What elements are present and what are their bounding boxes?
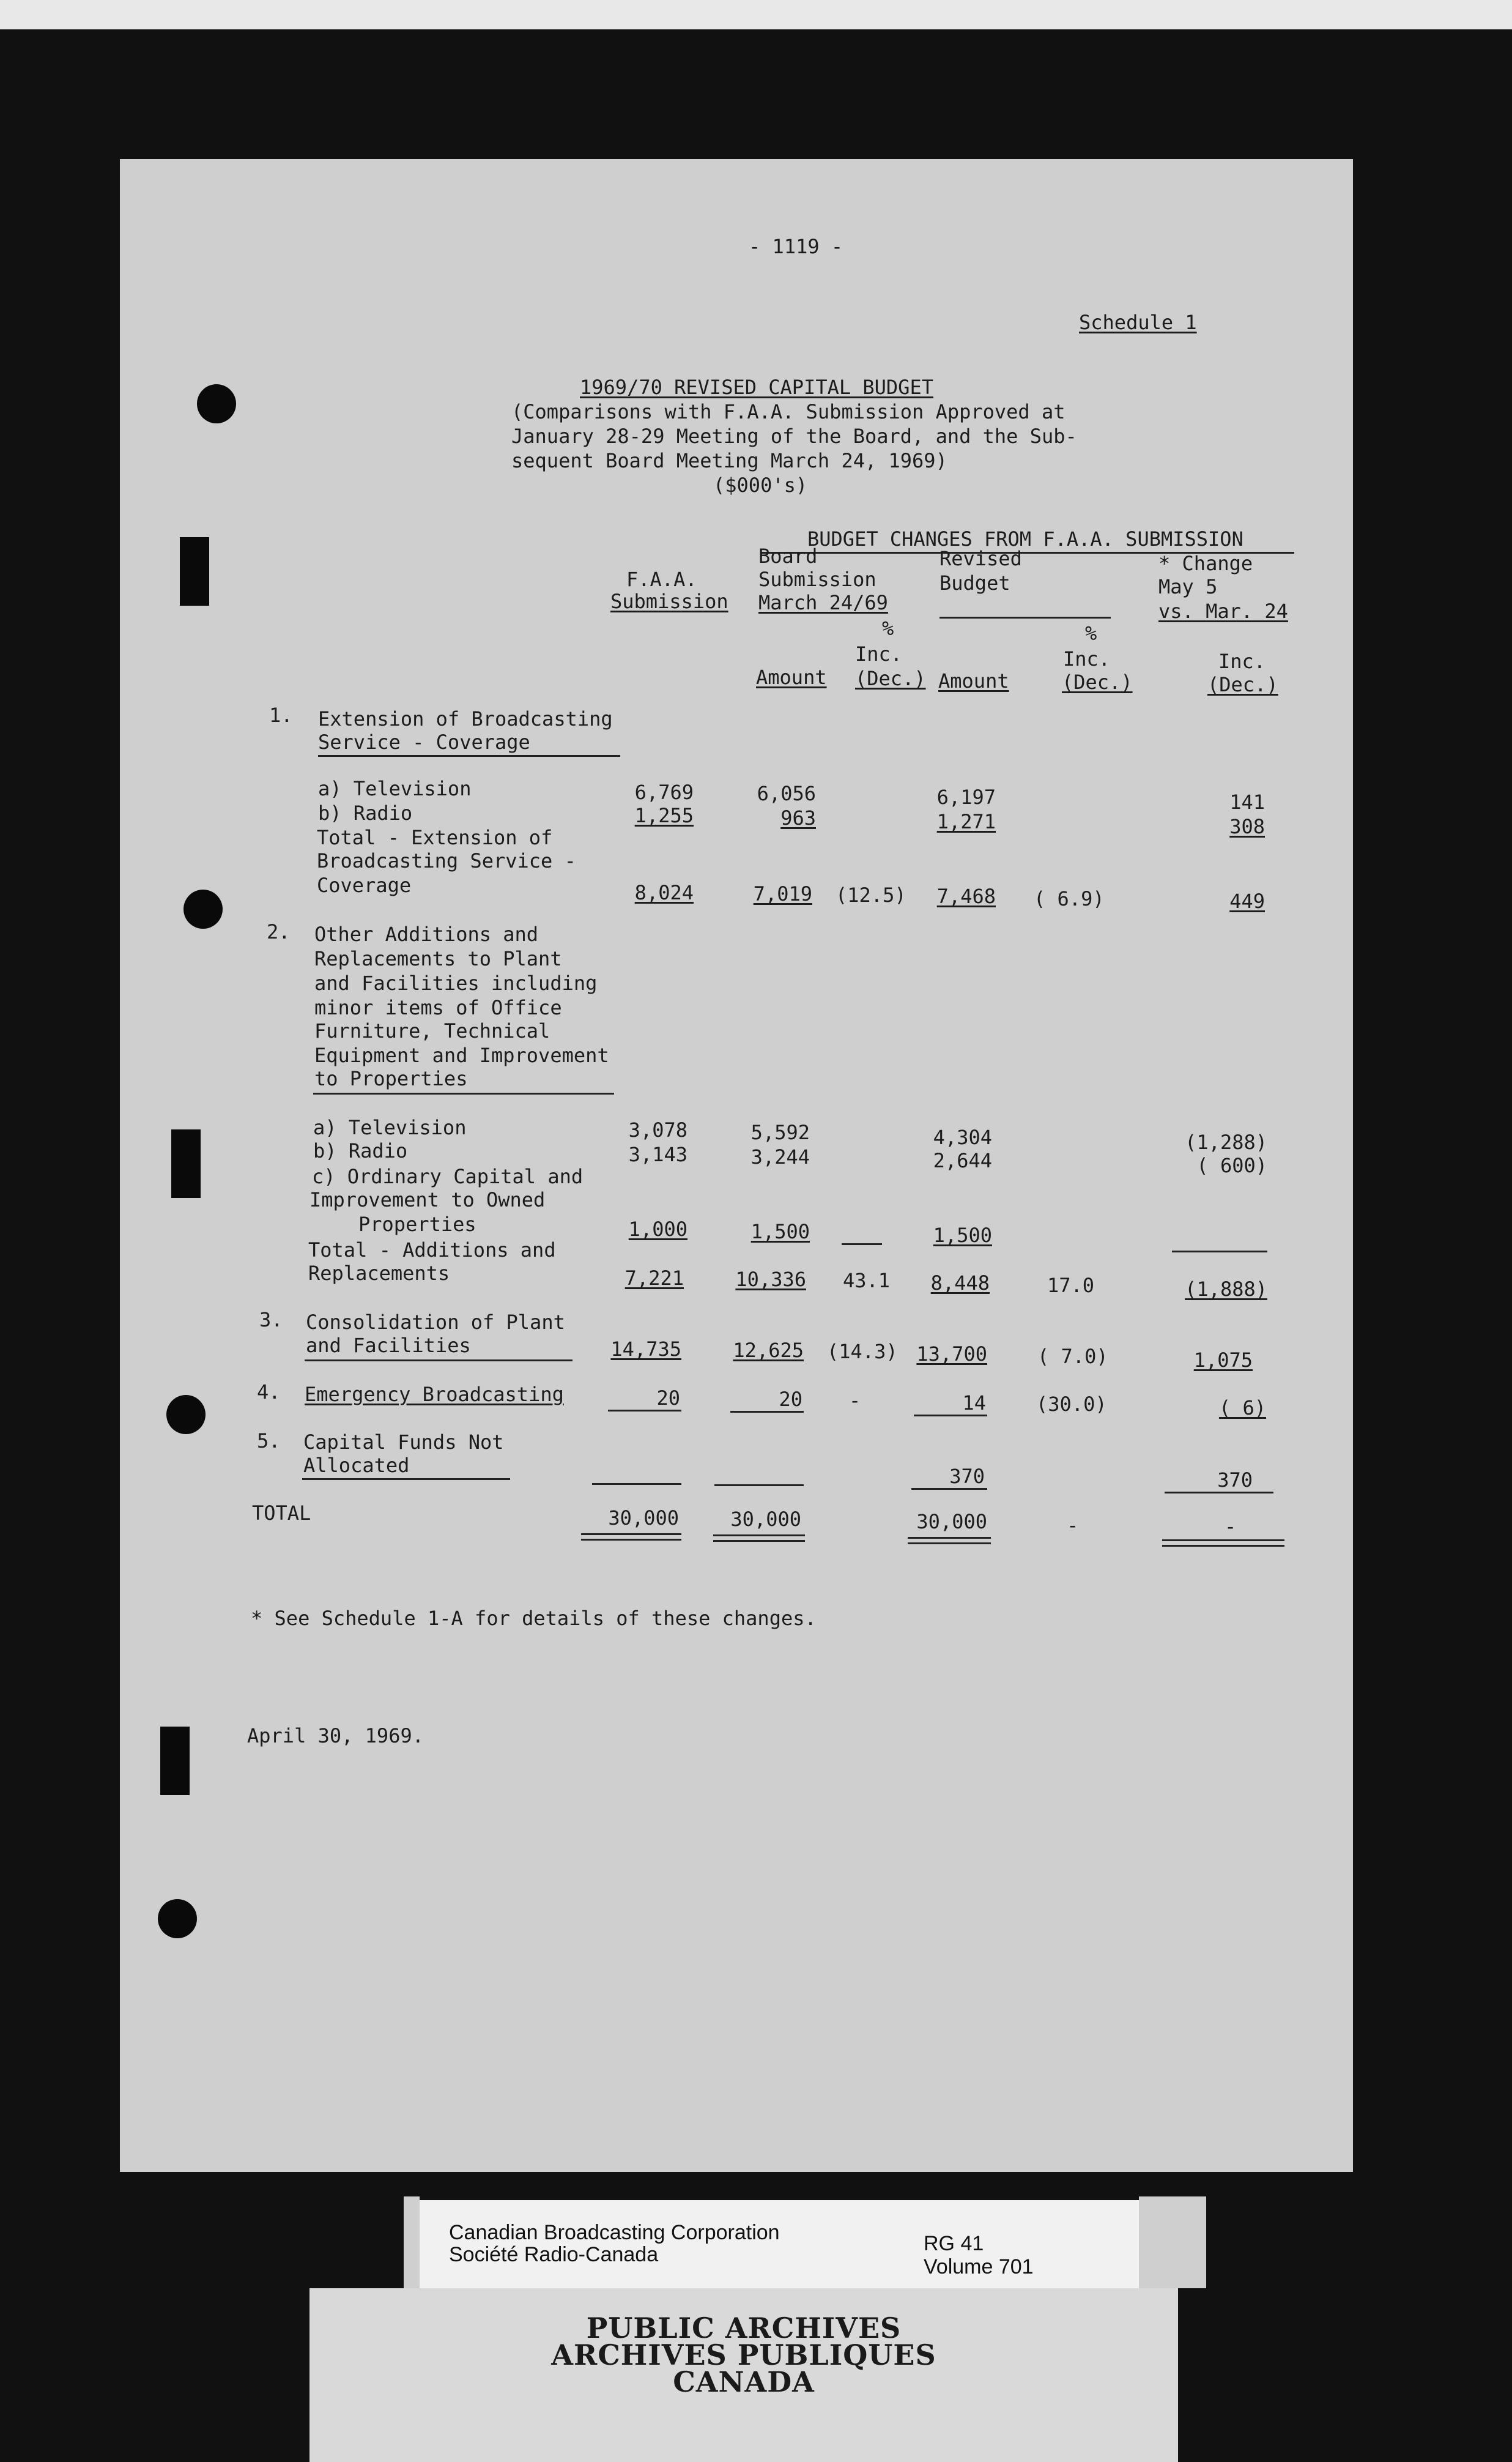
faa-total: 30,000: [608, 1506, 679, 1530]
row-label: b) Radio: [318, 801, 413, 825]
faa-total: 8,024: [634, 881, 694, 904]
binder-slot: [160, 1727, 190, 1795]
total-label: TOTAL: [252, 1501, 311, 1525]
page-number: - 1119 -: [749, 235, 843, 258]
value-rule: [914, 1415, 987, 1416]
archive-label: [420, 2200, 1139, 2288]
revised-total: 30,000: [916, 1510, 987, 1533]
revised-value: 1,500: [933, 1224, 992, 1247]
board-pct: (14.3): [827, 1340, 898, 1363]
board-value: 3,244: [750, 1145, 810, 1169]
document-title: 1969/70 REVISED CAPITAL BUDGET: [580, 376, 933, 399]
revised-header: Budget: [939, 571, 1010, 595]
subtitle-line: January 28-29 Meeting of the Board, and the Sub-: [511, 425, 1077, 448]
inc-header: Inc.: [1063, 647, 1111, 671]
row-label: a) Television: [318, 777, 472, 800]
dec-header: (Dec.): [1207, 673, 1278, 696]
faa-value: 20: [656, 1386, 680, 1410]
volume-number: Volume 701: [924, 2255, 1034, 2278]
title-rule: [302, 1478, 510, 1480]
faa-value: 14,735: [610, 1337, 681, 1361]
subtitle-line: (Comparisons with F.A.A. Submission Approved at: [511, 400, 1065, 423]
revised-value: 4,304: [933, 1126, 992, 1149]
document-date: April 30, 1969.: [247, 1724, 424, 1747]
faa-total: 7,221: [624, 1266, 684, 1290]
total-label: Coverage: [317, 874, 412, 897]
revised-value: 13,700: [916, 1342, 987, 1366]
section-title: and Facilities: [306, 1334, 471, 1357]
value-rule: [608, 1410, 681, 1411]
section-title: to Properties: [314, 1067, 468, 1090]
board-total: 7,019: [753, 882, 812, 906]
film-edge: [0, 0, 1512, 29]
revised-pct: ( 7.0): [1037, 1345, 1108, 1368]
section-number: 2.: [267, 920, 291, 943]
change-value: 308: [1229, 815, 1265, 838]
change-header: May 5: [1158, 575, 1218, 598]
revised-value: 6,197: [936, 786, 996, 809]
header-rule: [939, 617, 1111, 619]
change-total: -: [1225, 1515, 1237, 1538]
section-title: Emergency Broadcasting: [305, 1383, 564, 1406]
board-value: 5,592: [750, 1121, 810, 1144]
row-label: b) Radio: [313, 1139, 408, 1162]
change-value: ( 600): [1196, 1154, 1267, 1177]
change-value: (1,288): [1185, 1131, 1267, 1154]
budget-changes-header: BUDGET CHANGES FROM F.A.A. SUBMISSION: [807, 527, 1243, 551]
board-total: 30,000: [730, 1508, 801, 1531]
frame-tab: [404, 2196, 420, 2288]
change-total: (1,888): [1185, 1277, 1267, 1301]
value-rule: [1165, 1492, 1273, 1493]
empty-rule: [1172, 1251, 1267, 1252]
binder-hole: [158, 1899, 197, 1938]
total-label: Total - Extension of: [317, 826, 553, 849]
binder-hole: [197, 384, 236, 423]
inc-header: Inc.: [1218, 650, 1266, 673]
revised-total: 8,448: [930, 1271, 990, 1295]
revised-value: 1,271: [936, 810, 996, 833]
section-title: Capital Funds Not: [303, 1430, 504, 1454]
change-value: ( 6): [1218, 1396, 1266, 1419]
binder-hole: [183, 890, 223, 929]
change-total: 449: [1229, 890, 1265, 913]
inc-header: Inc.: [855, 642, 903, 666]
faa-value: 1,000: [628, 1218, 687, 1241]
footnote: * See Schedule 1-A for details of these changes.: [251, 1607, 817, 1630]
section-number: 5.: [257, 1429, 281, 1452]
board-value: 6,056: [757, 782, 816, 805]
row-label: Improvement to Owned: [309, 1188, 546, 1211]
org-name-en: Canadian Broadcasting Corporation: [449, 2221, 780, 2244]
value-rule: [730, 1411, 804, 1413]
section-title: Other Additions and: [314, 923, 539, 946]
total-double-rule: [908, 1537, 991, 1544]
subtitle-line: sequent Board Meeting March 24, 1969): [511, 449, 947, 472]
section-title: Extension of Broadcasting: [318, 707, 613, 731]
change-value: 141: [1229, 790, 1265, 814]
empty-rule: [592, 1483, 681, 1485]
row-label: c) Ordinary Capital and: [312, 1165, 584, 1188]
empty-rule: [714, 1484, 804, 1486]
board-pct: -: [849, 1389, 861, 1412]
section-title: Service - Coverage: [318, 731, 530, 754]
binder-slot: [180, 537, 209, 606]
record-group: RG 41: [924, 2232, 984, 2255]
section-title: Allocated: [303, 1454, 410, 1477]
org-name-fr: Société Radio-Canada: [449, 2243, 659, 2266]
revised-value: 14: [962, 1391, 986, 1415]
board-header: Submission: [758, 568, 876, 591]
revised-header: Revised: [939, 547, 1022, 570]
section-number: 4.: [257, 1380, 281, 1404]
section-title: and Facilities including: [314, 972, 598, 995]
row-label: a) Television: [313, 1116, 467, 1139]
board-value: 1,500: [750, 1220, 810, 1243]
faa-value: 6,769: [634, 781, 694, 804]
section-title: Replacements to Plant: [314, 947, 562, 970]
amount-header: Amount: [938, 669, 1009, 693]
value-rule: [911, 1488, 987, 1490]
board-header: Board: [758, 545, 818, 568]
board-value: 963: [780, 806, 816, 830]
stamp-line: CANADA: [673, 2365, 815, 2398]
faa-value: 1,255: [634, 804, 694, 827]
section-number: 1.: [269, 704, 293, 727]
amount-header: Amount: [756, 666, 827, 689]
section-title: minor items of Office: [314, 996, 562, 1019]
change-value: 1,075: [1193, 1348, 1253, 1372]
change-header: vs. Mar. 24: [1158, 600, 1288, 623]
binder-slot: [171, 1129, 201, 1198]
revised-pct: ( 6.9): [1034, 887, 1105, 910]
stamp-line: PUBLIC ARCHIVES: [586, 2311, 902, 2345]
empty-rule: [842, 1243, 882, 1245]
total-label: Replacements: [308, 1262, 450, 1285]
row-label: Properties: [358, 1213, 476, 1236]
board-total: 10,336: [735, 1268, 806, 1291]
total-double-rule: [1162, 1539, 1284, 1547]
revised-value: 370: [949, 1465, 985, 1488]
total-label: Total - Additions and: [308, 1238, 556, 1262]
change-header: * Change: [1158, 552, 1253, 575]
revised-pct: 17.0: [1047, 1274, 1095, 1297]
faa-value: 3,078: [628, 1118, 687, 1142]
section-title: Furniture, Technical: [314, 1019, 550, 1043]
dec-header: (Dec.): [1062, 671, 1133, 694]
schedule-label: Schedule 1: [1079, 311, 1197, 334]
total-double-rule: [581, 1533, 681, 1541]
board-pct: (12.5): [836, 883, 906, 907]
title-rule: [318, 755, 620, 757]
pct-header: %: [882, 617, 894, 640]
total-label: Broadcasting Service -: [317, 849, 576, 872]
binder-hole: [166, 1395, 206, 1434]
board-value: 20: [779, 1388, 802, 1411]
board-value: 12,625: [733, 1339, 804, 1362]
revised-value: 2,644: [933, 1149, 992, 1172]
revised-pct: -: [1067, 1514, 1079, 1537]
section-title: Consolidation of Plant: [306, 1311, 565, 1334]
faa-header: F.A.A.: [626, 568, 697, 591]
faa-value: 3,143: [628, 1143, 687, 1166]
stamp-line: ARCHIVES PUBLIQUES: [551, 2338, 936, 2371]
revised-pct: (30.0): [1036, 1393, 1107, 1416]
dec-header: (Dec.): [855, 667, 926, 690]
subtitle-line: ($000's): [713, 474, 808, 497]
board-pct: 43.1: [843, 1269, 891, 1292]
archive-stamp: [309, 2288, 1178, 2462]
faa-header: Submission: [610, 590, 728, 613]
frame-tab: [1139, 2196, 1206, 2288]
section-title: Equipment and Improvement: [314, 1044, 609, 1067]
total-double-rule: [713, 1534, 805, 1542]
pct-header: %: [1085, 622, 1097, 645]
title-rule: [305, 1359, 573, 1361]
change-value: 370: [1217, 1468, 1253, 1492]
board-header: March 24/69: [758, 591, 888, 614]
revised-total: 7,468: [936, 885, 996, 908]
section-number: 3.: [259, 1308, 283, 1331]
title-rule: [313, 1093, 614, 1095]
